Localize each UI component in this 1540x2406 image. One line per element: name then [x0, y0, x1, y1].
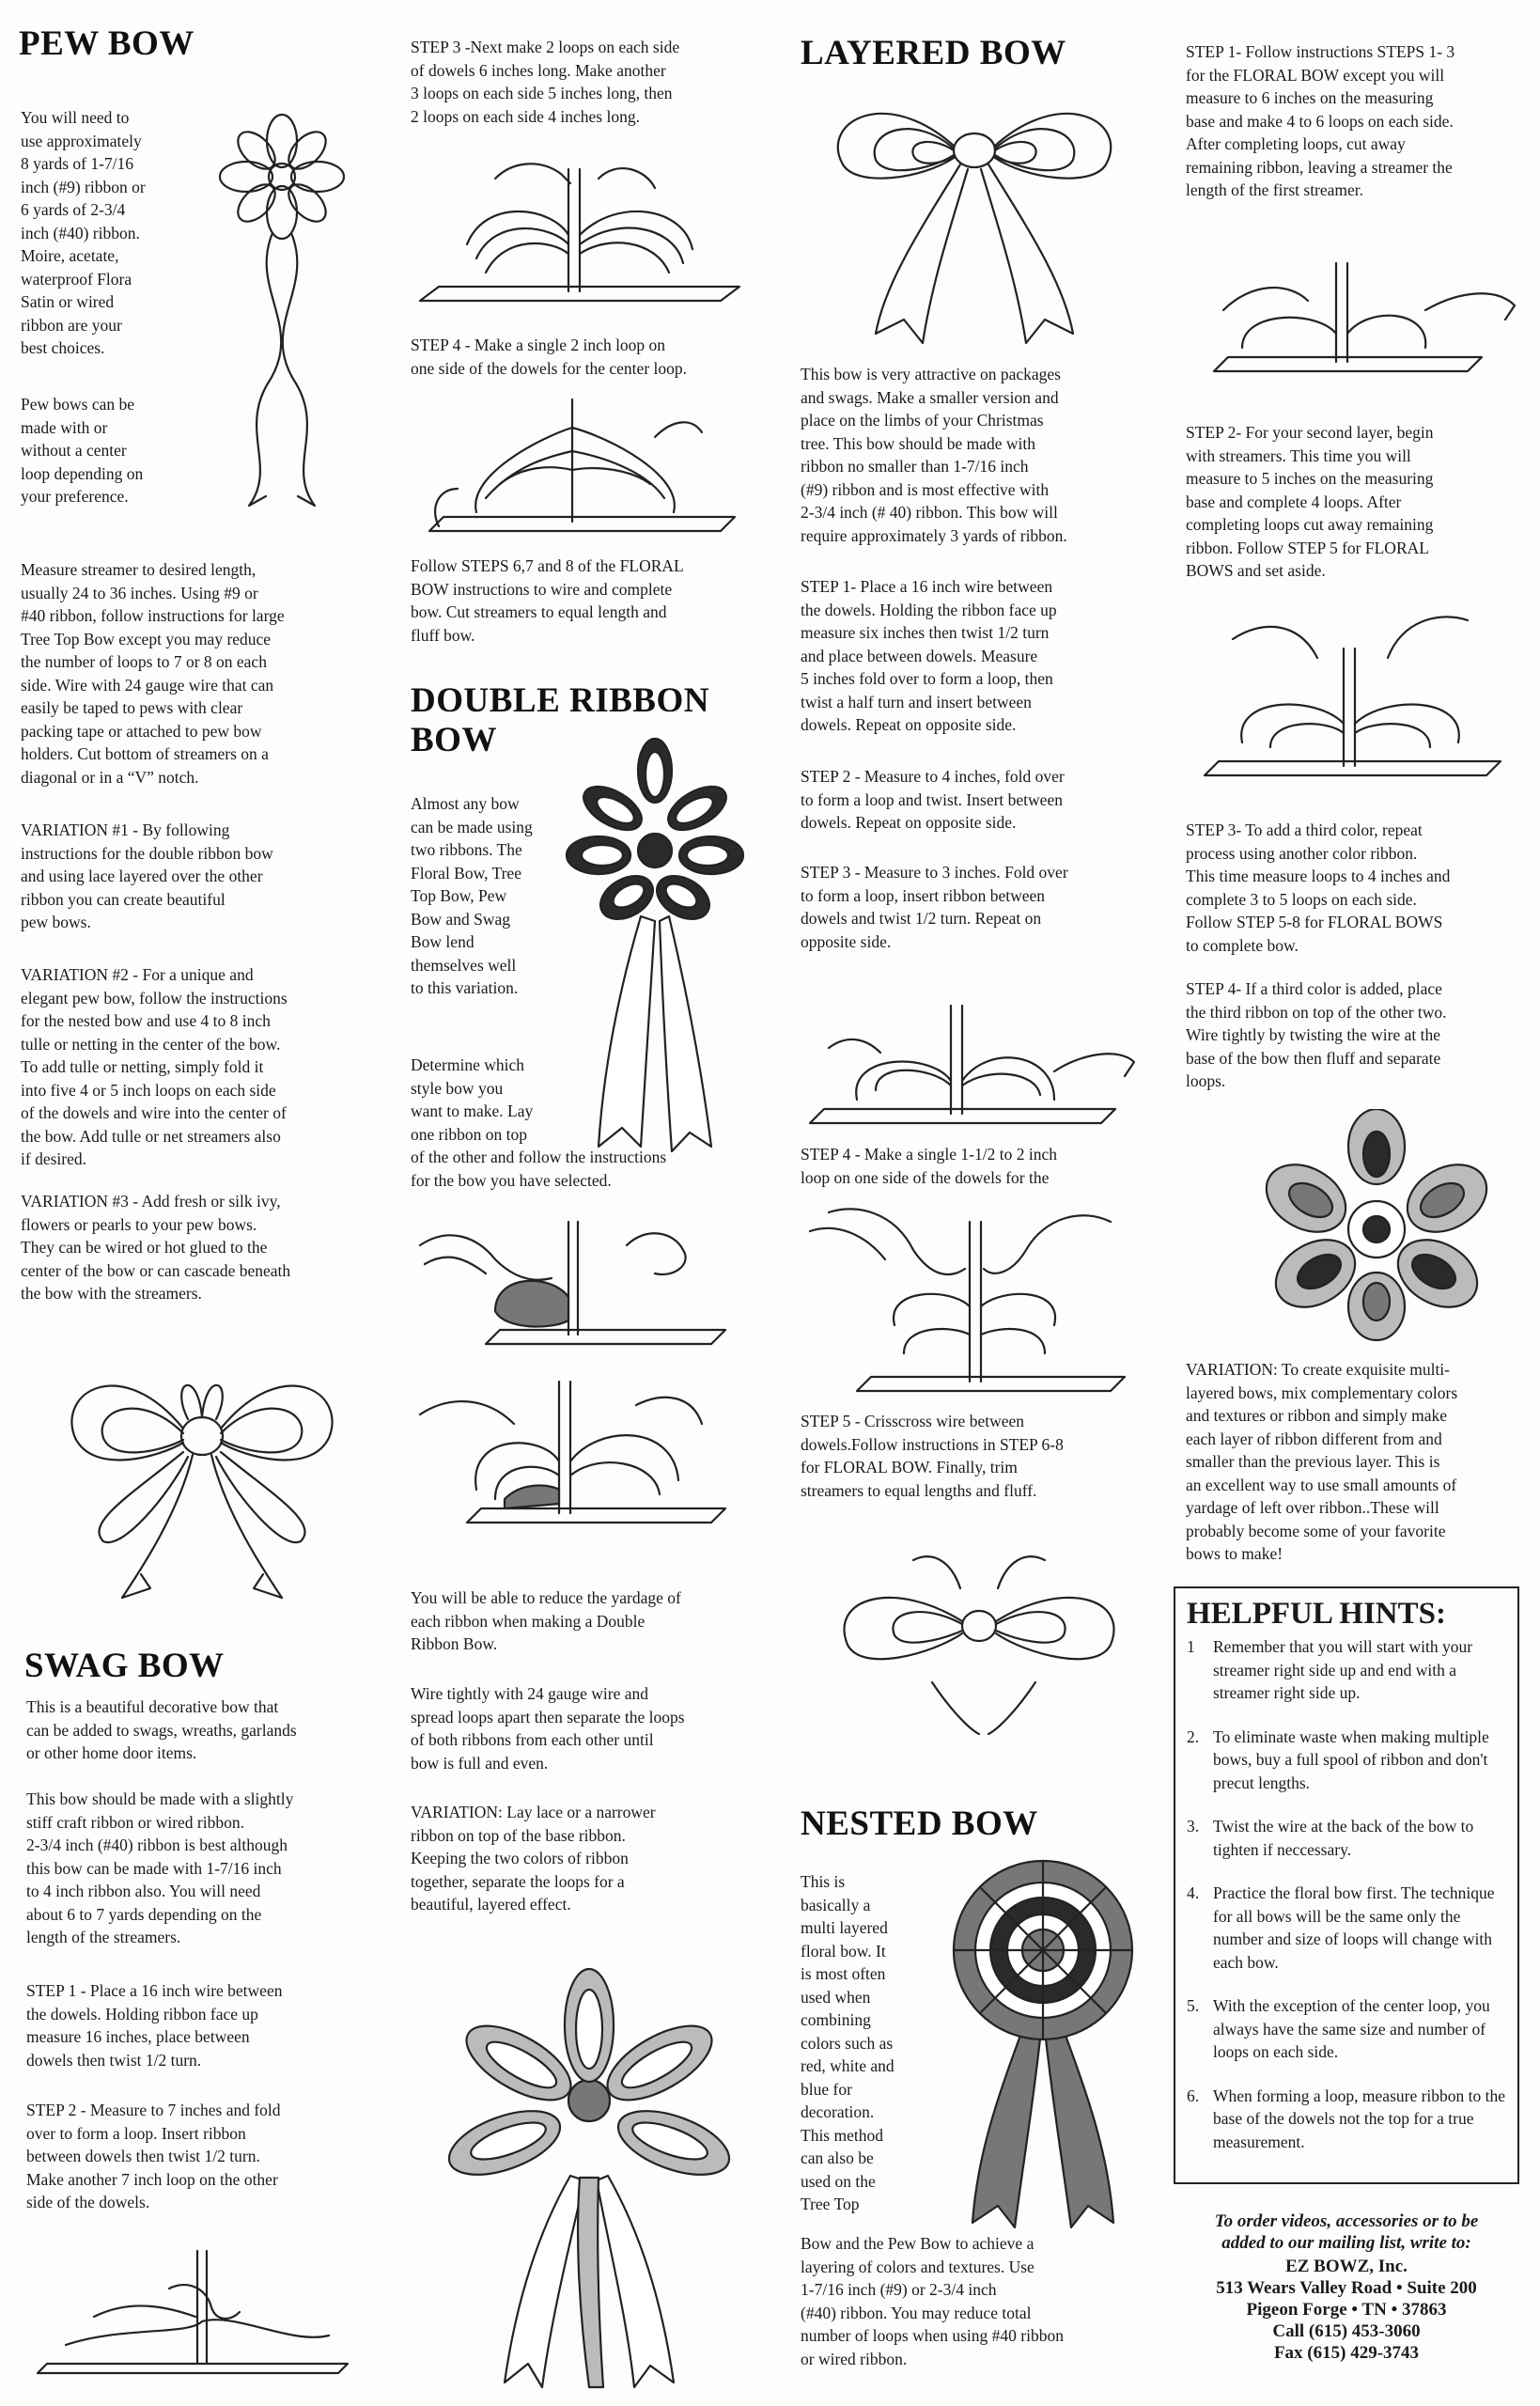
pew-bow-variation-3: VARIATION #3 - Add fresh or silk ivy, flowers or pearls to your pew bows. They can be wired or hot glued to the center of the bow or can cascade beneath the bow with the streamers. [21, 1192, 291, 1303]
step-4-illustration [411, 390, 749, 545]
double-ribbon-step-a-illustration [411, 1208, 749, 1358]
hint-text: With the exception of the center loop, you always have the same size and number of loops on each side. [1213, 1996, 1490, 2061]
pew-bow-intro: You will need to use approximately 8 yards of 1-7/16 inch (#9) ribbon or 6 yards of 2-3/4 inch (#40) ribbon. Moire, acetate, waterproof Flora Satin or wired ribbon are your best choices. [21, 108, 146, 357]
pew-bow-variation-1: VARIATION #1 - By following instructions for the double ribbon bow and using lace layered over the other ribbon you can create beautiful pew bows. [21, 820, 273, 931]
nested-bow-rest: Bow and the Pew Bow to achieve a layering of colors and textures. Use 1-7/16 inch (#9) or 2-3/4 inch (#40) ribbon. You may reduce total number of loops when using #40 ribbon or wired ribbon. [801, 2234, 1064, 2368]
company-fax: Fax (615) 429-3743 [1273, 2343, 1420, 2363]
hint-number: 4. [1187, 1883, 1200, 1902]
swag-bow-intro: This is a beautiful decorative bow that can be added to swags, wreaths, garlands or other home door items. [26, 1697, 297, 1762]
double-ribbon-intro: Almost any bow can be made using two ribbons. The Floral Bow, Tree Top Bow, Pew Bow and Swag Bow lend themselves well to this variation. [411, 794, 533, 997]
layered-col4-step-2-illustration [1186, 602, 1524, 789]
layered-step-a-illustration [801, 996, 1148, 1137]
hint-number: 3. [1187, 1817, 1200, 1836]
pew-bow-variation-2: VARIATION #2 - For a unique and elegant pew bow, follow the instructions for the nested bow and use 4 to 8 inch tulle or netting in the center of the bow. To add tulle or netting, simply fold it into five 4 or 5 inch loops on each side of the dowels and wire into the center of the bow. Add tulle or net streamers also if desired. [21, 965, 288, 1168]
hint-number: 1 [1187, 1637, 1195, 1656]
layered-col4-finished-illustration [1259, 1109, 1494, 1344]
hint-item [1187, 1815, 1508, 1861]
layered-bow-intro: This bow is very attractive on packages and swags. Make a smaller version and place on the limbs of your Christmas tree. This bow should be made with ribbon no smaller than 1-7/16 inch (#9) ribbon and is most effective with 2-3/4 inch (# 40) ribbon. This bow will require approximately 3 yards of ribbon. [801, 365, 1067, 545]
layered-bow-step-4: STEP 4 - Make a single 1-1/2 to 2 inch loop on one side of the dowels for the [801, 1145, 1057, 1187]
swag-bow-heading: SWAG BOW [24, 1647, 225, 1685]
layered-bow-step-5: STEP 5 - Crisscross wire between dowels.Follow instructions in STEP 6-8 for FLORAL BOW. Finally, trim streamers to equal lengths and fluff. [801, 1412, 1064, 1500]
layered-bow-col4-step-4: STEP 4- If a third color is added, place the third ribbon on top of the other two. Wire tightly by twisting the wire at the base of the bow then fluff and separate loops. [1186, 979, 1447, 1090]
layered-bow-col4-step-3: STEP 3- To add a third color, repeat process using another color ribbon. This time measure loops to 4 inches and complete 3 to 5 loops on each side. Follow STEP 5-8 for FLORAL BOWS to complete bow. [1186, 820, 1451, 955]
tree-top-step-3: STEP 3 -Next make 2 loops on each side of dowels 6 inches long. Make another 3 loops on each side 5 inches long, then 2 loops on each side 4 inches long. [411, 38, 680, 126]
layered-bow-step-1: STEP 1- Place a 16 inch wire between the dowels. Holding the ribbon face up measure six inches then twist 1/2 turn and place between dowels. Measure 5 inches fold over to form a loop, then twist a half turn and insert between dowels. Repeat on opposite side. [801, 577, 1057, 734]
nested-bow-heading: NESTED BOW [801, 1804, 1038, 1843]
hint-text: Twist the wire at the back of the bow to tighten if neccessary. [1213, 1817, 1474, 1859]
double-ribbon-step-b-illustration [411, 1367, 749, 1541]
nested-bow-illustration [940, 1856, 1146, 2232]
hint-item [1187, 1994, 1508, 2064]
swag-bow-step-1: STEP 1 - Place a 16 inch wire between the dowels. Holding ribbon face up measure 16 inches, place between dowels then twist 1/2 turn. [26, 1981, 283, 2070]
layered-bow-col4-variation: VARIATION: To create exquisite multi- layered bows, mix complementary colors and textures or ribbon and simply make each layer of ribbon different from and smaller than the previous layer. This is an excellent way to use small amounts of yardage of left over ribbon..These will probably become some of your favorite bows to make! [1186, 1360, 1458, 1563]
layered-col4-step-1-illustration [1186, 254, 1524, 385]
layered-step-c-illustration [819, 1541, 1148, 1739]
layered-bow-heading: LAYERED BOW [801, 34, 1066, 72]
hint-text: To eliminate waste when making multiple bows, buy a full spool of ribbon and don't precut lengths. [1213, 1726, 1489, 1792]
layered-bow-step-2: STEP 2 - Measure to 4 inches, fold over to form a loop and twist. Insert between dowels. Repeat on opposite side. [801, 767, 1065, 832]
company-city: Pigeon Forge • TN • 37863 [1246, 2300, 1447, 2320]
tree-top-follow: Follow STEPS 6,7 and 8 of the FLORAL BOW instructions to wire and complete bow. Cut streamers to equal length and fluff bow. [411, 556, 684, 645]
double-ribbon-bow-heading: DOUBLE RIBBON BOW [411, 681, 709, 759]
double-ribbon-bow-lace-illustration [439, 1960, 739, 2392]
layered-bow-step-3: STEP 3 - Measure to 3 inches. Fold over to form a loop, insert ribbon between dowels and twist 1/2 turn. Repeat on opposite side. [801, 863, 1068, 951]
contact-intro: To order videos, accessories or to be added to our mailing list, write to: [1214, 2211, 1479, 2253]
hint-number: 5. [1187, 1996, 1200, 2015]
hint-item [1187, 1726, 1508, 1795]
tree-top-step-4: STEP 4 - Make a single 2 inch loop on one side of the dowels for the center loop. [411, 336, 688, 378]
double-ribbon-reduce: You will be able to reduce the yardage of each ribbon when making a Double Ribbon Bow. [411, 1588, 681, 1653]
swag-bow-ribbon: This bow should be made with a slightly stiff craft ribbon or wired ribbon. 2-3/4 inch (#40) ribbon is best although this bow can be made with 1-7/16 inch to 4 inch ribbon also. You will need about 6 to 7 yards depending on the length of the streamers. [26, 1789, 294, 1946]
layered-bow-col4-step-1: STEP 1- Follow instructions STEPS 1- 3 for the FLORAL BOW except you will measure to 6 inches on the measuring base and make 4 to 6 loops on each side. After completing loops, cut away remaining ribbon, leaving a streamer the length of the first streamer. [1186, 42, 1455, 199]
double-ribbon-determine: Determine which style bow you want to make. Lay one ribbon on top of the other and follow the instructions for the bow you have selected. [411, 1055, 667, 1190]
hint-number: 6. [1187, 2086, 1200, 2105]
pew-bow-illustration [193, 102, 371, 515]
layered-step-b-illustration [801, 1194, 1148, 1400]
helpful-hints-box [1174, 1586, 1519, 2184]
pew-bow-measure: Measure streamer to desired length, usually 24 to 36 inches. Using #9 or #40 ribbon, follow instructions for large Tree Top Bow except you may reduce the number of loops to 7 or 8 on each side. Wire with 24 gauge wire that can easily be taped to pews with clear packing tape or attached to pew bow holders. Cut bottom of streamers on a diagonal or in a “V” notch. [21, 560, 285, 787]
company-phone: Call (615) 453-3060 [1272, 2321, 1421, 2341]
hint-number: 2. [1187, 1726, 1200, 1746]
pew-bow-center-loop: Pew bows can be made with or without a center loop depending on your preference. [21, 395, 144, 506]
pew-bow-heading: PEW BOW [19, 24, 194, 63]
company-address: 513 Wears Valley Road • Suite 200 [1216, 2278, 1477, 2298]
hint-text: When forming a loop, measure ribbon to the base of the dowels not the top for a true measurement. [1213, 2086, 1506, 2151]
hint-item [1187, 1635, 1508, 1705]
nested-bow-intro: This is basically a multi layered floral bow. It is most often used when combining colors such as red, white and blue for decoration. This method can also be used on the Tree Top [801, 1872, 894, 2213]
swag-step-illustration [28, 2232, 357, 2392]
step-3-illustration [411, 141, 749, 320]
layered-bow-col4-step-2: STEP 2- For your second layer, begin with streamers. This time you will measure to 5 inches on the measuring base and complete 4 loops. After completing loops cut away remaining ribbon. Follow STEP 5 for FLORAL BOWS and set aside. [1186, 423, 1434, 580]
company-name: EZ BOWZ, Inc. [1285, 2257, 1408, 2276]
hint-item [1187, 2085, 1508, 2154]
double-ribbon-variation: VARIATION: Lay lace or a narrower ribbon on top of the base ribbon. Keeping the two colors of ribbon together, separate the loops for a beautiful, layered effect. [411, 1803, 656, 1914]
hint-text: Remember that you will start with your streamer right side up and end with a streamer right side up. [1213, 1637, 1473, 1702]
swag-bow-illustration [47, 1363, 357, 1602]
contact-block [1170, 2211, 1523, 2364]
double-ribbon-wire: Wire tightly with 24 gauge wire and spread loops apart then separate the loops of both ribbons from each other until bow is full and even. [411, 1684, 685, 1773]
hint-item [1187, 1882, 1508, 1974]
helpful-hints-title: HELPFUL HINTS: [1187, 1597, 1446, 1631]
hint-text: Practice the floral bow first. The technique for all bows will be the same only the number and size of loops will change with each bow. [1213, 1883, 1495, 1972]
swag-bow-step-2: STEP 2 - Measure to 7 inches and fold over to form a loop. Insert ribbon between dowels then twist 1/2 turn. Make another 7 inch loop on the other side of the dowels. [26, 2101, 281, 2211]
layered-bow-illustration [819, 85, 1129, 357]
